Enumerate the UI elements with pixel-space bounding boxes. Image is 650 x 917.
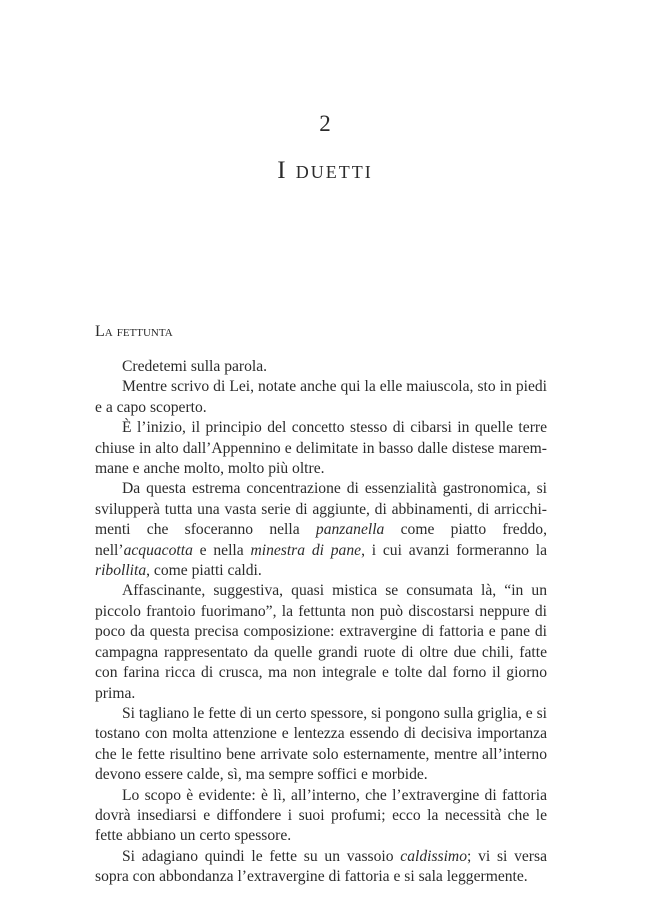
dish-name-acquacotta: acquacotta [123,541,193,559]
paragraph-5: Affascinante, suggestiva, quasi mistica se consumata là, “in un piccolo frantoio fuorimano”, la fettunta non può discostarsi neppure di poco da questa precisa composizione: extravergine di fattoria e pane di campagna rappresentato da quelle grandi ruote di oltre due chili, fatte con farina ricca di crusca, ma non integrale e tolte dal forno il giorno prima. [95,582,547,702]
paragraph-4: Da questa estrema concentrazione di essenzialità gastronomica, si svilupperà tutta una vasta serie di aggiunte, di abbinamenti, di arricchimenti che sfoceranno nella panzanella come piatto freddo, nell’acquacotta e nella minestra di pane, i cui avanzi formeranno la ribollita, come piatti caldi. [95,480,547,580]
paragraph-3: È l’inizio, il principio del concetto stesso di cibarsi in quelle terre chiuse in alto dall’Appennino e delimitate in basso dalle distese maremmane e anche molto, molto più oltre. [95,419,547,478]
paragraph-8: Si adagiano quindi le fette su un vassoio caldissimo; vi si versa sopra con abbondanza l’extravergine di fattoria e si sala leggermente. [95,847,547,886]
section-title: La fettunta [95,323,173,340]
dish-name-minestra: minestra di pane [250,541,362,559]
chapter-number: 2 [319,111,331,136]
body-text [95,357,547,888]
paragraph-7: Lo scopo è evidente: è lì, all’interno, che l’extravergine di fattoria dovrà insediarsi e diffondere i suoi profumi; ecco la necessità che le fette abbiano un certo spessore. [95,786,547,845]
dish-name-panzanella: panzanella [315,521,385,539]
paragraph-6: Si tagliano le fette di un certo spessore, si pongono sulla griglia, e si tostano con molta attenzione e lentezza essendo di decisiva importanza che le fette risultino bene arrivate solo esternamente, mentre all’interno devono essere calde, sì, ma sempre soffici e morbide. [95,704,547,784]
paragraph-2: Mentre scrivo di Lei, notate anche qui la elle maiuscola, sto in piedi e a capo scoperto. [95,378,547,416]
paragraph-1: Credetemi sulla parola. [122,358,268,375]
chapter-title: I duetti [277,157,373,184]
emphasis-caldissimo: caldissimo [400,847,467,865]
dish-name-ribollita: ribollita [95,562,147,580]
